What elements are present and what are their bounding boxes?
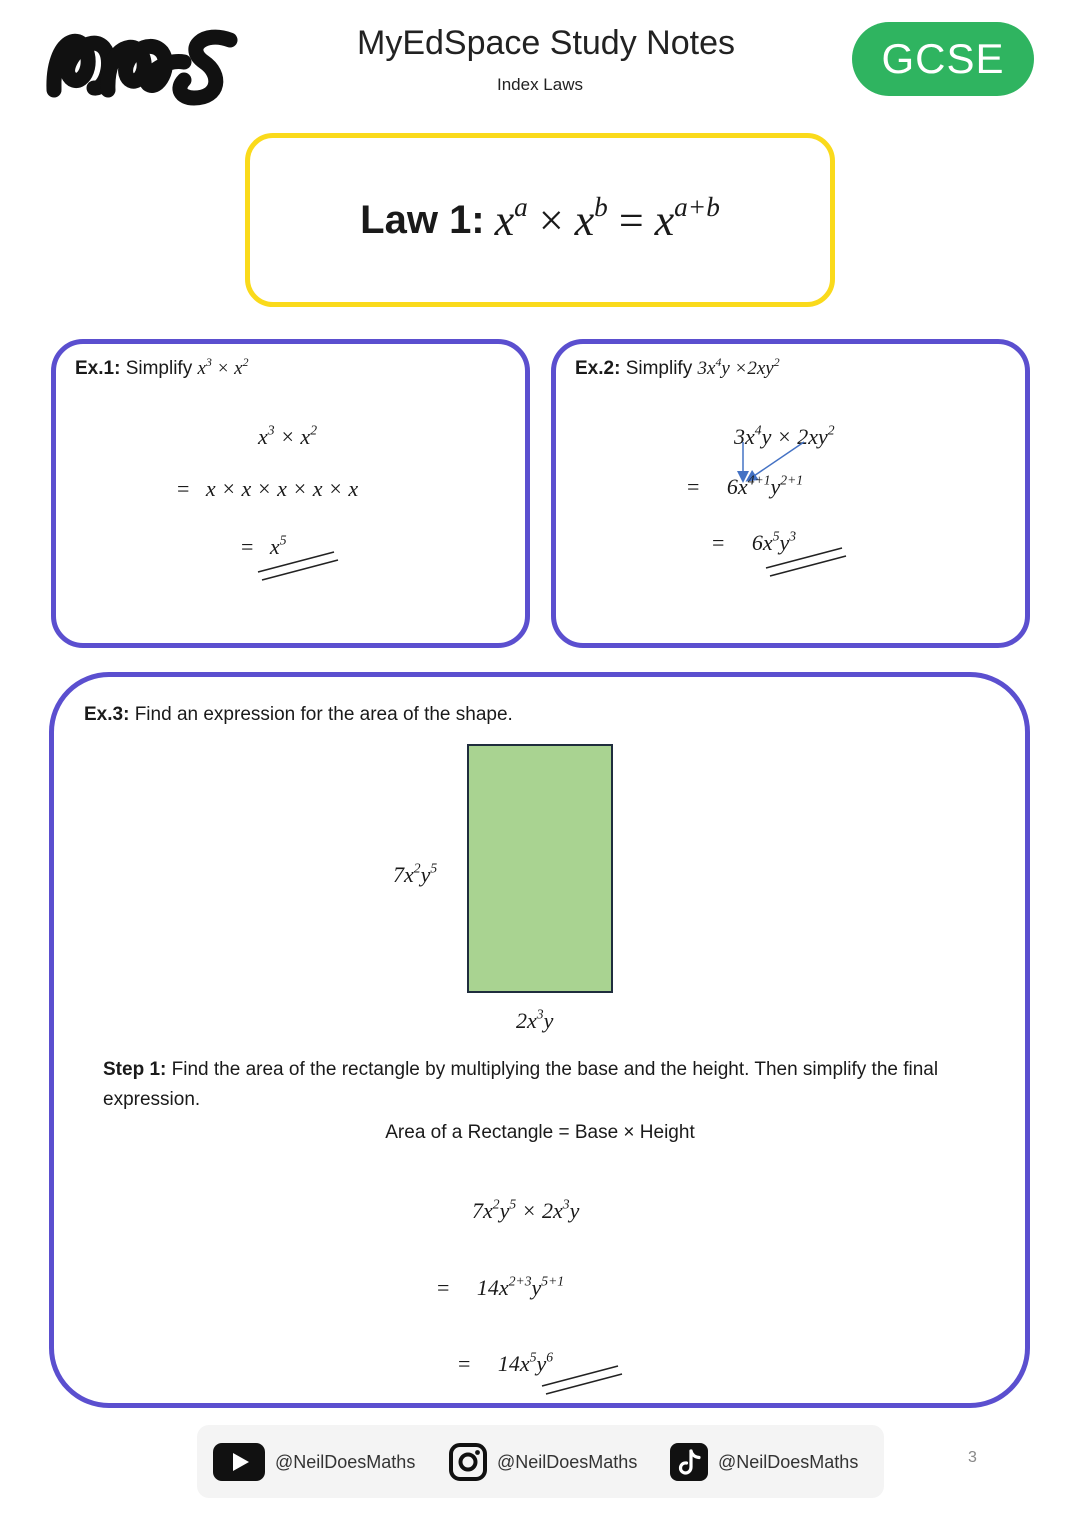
youtube-handle: @NeilDoesMaths bbox=[275, 1451, 416, 1472]
example-2-step-2: = $6x^{4+1}y^{2+1}$ bbox=[687, 472, 804, 499]
tiktok-icon bbox=[670, 1443, 708, 1481]
youtube-icon bbox=[213, 1443, 265, 1481]
step-1-text: Step 1: Find the area of the rectangle by multiplying the base and the height. Then simplify the final expression. bbox=[103, 1059, 939, 1110]
social-bar bbox=[197, 1425, 884, 1498]
instagram-handle: @NeilDoesMaths bbox=[497, 1451, 638, 1472]
page-title: MyEdSpace Study Notes bbox=[357, 24, 735, 62]
example-1-step-2: = x × x × x × x × x bbox=[177, 476, 359, 501]
instagram-icon bbox=[449, 1443, 487, 1481]
example-3-question: Ex.3: Find an expression for the area of the shape. bbox=[84, 704, 513, 725]
area-formula: Area of a Rectangle = Base × Height bbox=[385, 1122, 695, 1143]
rectangle-shape bbox=[467, 744, 613, 993]
law-formula: $x^a \times x^b = x^{a+b}$ bbox=[494, 191, 720, 245]
example-1-step-1: $x^3 \times x^2$ bbox=[258, 422, 318, 449]
youtube-link[interactable] bbox=[213, 1443, 415, 1481]
example-3-step-2: = $14x^{2+3}y^{5+1}$ bbox=[437, 1273, 565, 1300]
example-2-step-3: = $6x^5y^3$ bbox=[712, 528, 797, 555]
page-number: 3 bbox=[968, 1449, 977, 1466]
example-3-answer-underline bbox=[540, 1364, 624, 1398]
example-1-answer-underline bbox=[256, 550, 340, 584]
example-3-step-3: = $14x^5y^6$ bbox=[458, 1349, 554, 1376]
example-3-step-1: $7x^2y^5 \times 2x^3y$ bbox=[472, 1196, 580, 1223]
example-1-step-3: = $x^5$ bbox=[241, 532, 287, 559]
law-box bbox=[245, 133, 835, 307]
example-2-answer-underline bbox=[764, 546, 848, 580]
example-1-question: Ex.1: Simplify $x^3 \times x^2$ bbox=[75, 355, 249, 379]
tiktok-handle: @NeilDoesMaths bbox=[718, 1451, 859, 1472]
tiktok-link[interactable] bbox=[670, 1443, 858, 1481]
rectangle-base-label: $2x^3y$ bbox=[516, 1006, 554, 1033]
example-2-question: Ex.2: Simplify $3x^4y \times 2xy^2$ bbox=[575, 355, 780, 379]
page-subtitle: Index Laws bbox=[497, 75, 583, 94]
instagram-link[interactable] bbox=[449, 1443, 637, 1481]
example-2-step-1: $3x^4y \times 2xy^2$ bbox=[734, 422, 835, 449]
gcse-badge: GCSE bbox=[852, 22, 1034, 96]
rectangle-height-label: $7x^2y^5$ bbox=[393, 860, 438, 887]
law-label: Law 1: bbox=[360, 197, 485, 242]
